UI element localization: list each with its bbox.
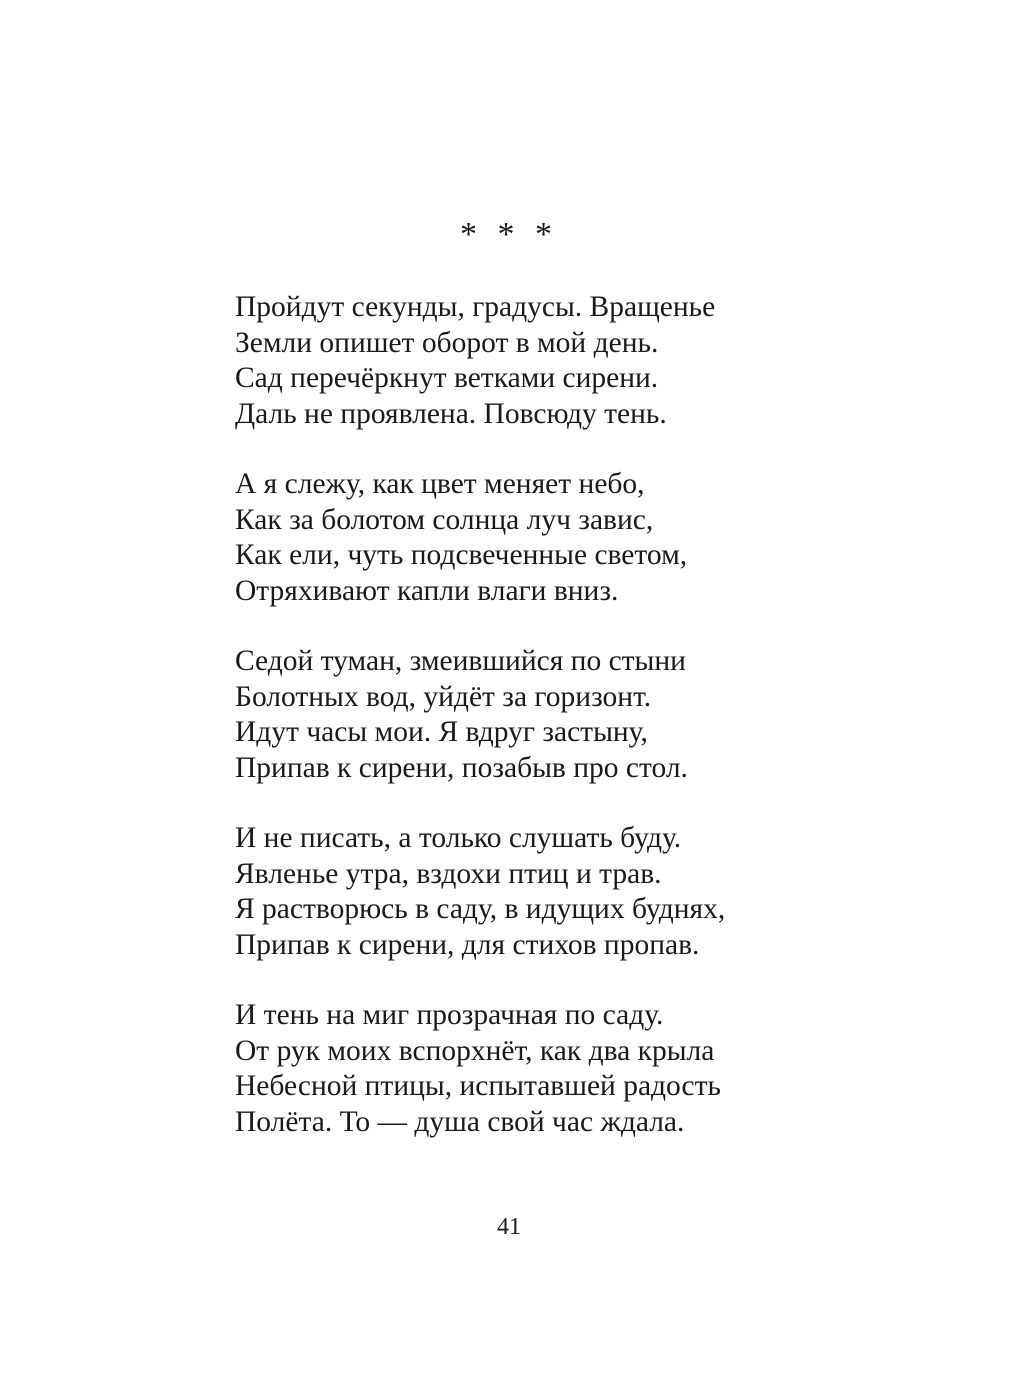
- poem-line: Небесной птицы, испытавшей радость: [235, 1070, 721, 1102]
- poem-line: Даль не проявлена. Повсюду тень.: [235, 397, 667, 430]
- poem-line: Пройдут секунды, градусы. Вращенье: [235, 291, 716, 323]
- poem-line: Сад перечёркнут ветками сирени.: [235, 362, 659, 394]
- stanza-2: [235, 467, 995, 609]
- poem-line: Как ели, чуть подсвеченные светом,: [235, 539, 688, 571]
- poem-line: И тень на миг прозрачная по саду.: [235, 999, 664, 1031]
- poem-line: Болотных вод, уйдёт за горизонт.: [235, 680, 652, 713]
- poem-line: Я растворюсь в саду, в идущих буднях,: [235, 893, 726, 925]
- stanza-4: [235, 821, 995, 963]
- poem-line: От рук моих вспорхнёт, как два крыла: [235, 1034, 715, 1067]
- poem-line: Идут часы мои. Я вдруг застыну,: [235, 716, 648, 748]
- stanza-1: [235, 290, 995, 432]
- poem-line: А я слежу, как цвет меняет небо,: [235, 468, 645, 500]
- poem-line: Припав к сирени, позабыв про стол.: [235, 751, 688, 784]
- poem: [235, 290, 995, 1175]
- stanza-3: [235, 644, 995, 786]
- poem-line: Седой туман, змеившийся по стыни: [235, 645, 686, 677]
- poem-line: Явленье утра, вздохи птиц и трав.: [235, 857, 662, 890]
- poem-line: Отряхивают капли влаги вниз.: [235, 574, 619, 607]
- poem-line: И не писать, а только слушать буду.: [235, 822, 682, 854]
- poem-line: Как за болотом солнца луч завис,: [235, 503, 654, 536]
- poem-line: Припав к сирени, для стихов пропав.: [235, 928, 700, 961]
- section-ornament: * * *: [460, 216, 558, 253]
- poem-line: Земли опишет оборот в мой день.: [235, 326, 659, 359]
- page-number: 41: [497, 1214, 521, 1240]
- stanza-5: [235, 998, 995, 1140]
- poem-line: Полёта. То — душа свой час ждала.: [235, 1105, 685, 1138]
